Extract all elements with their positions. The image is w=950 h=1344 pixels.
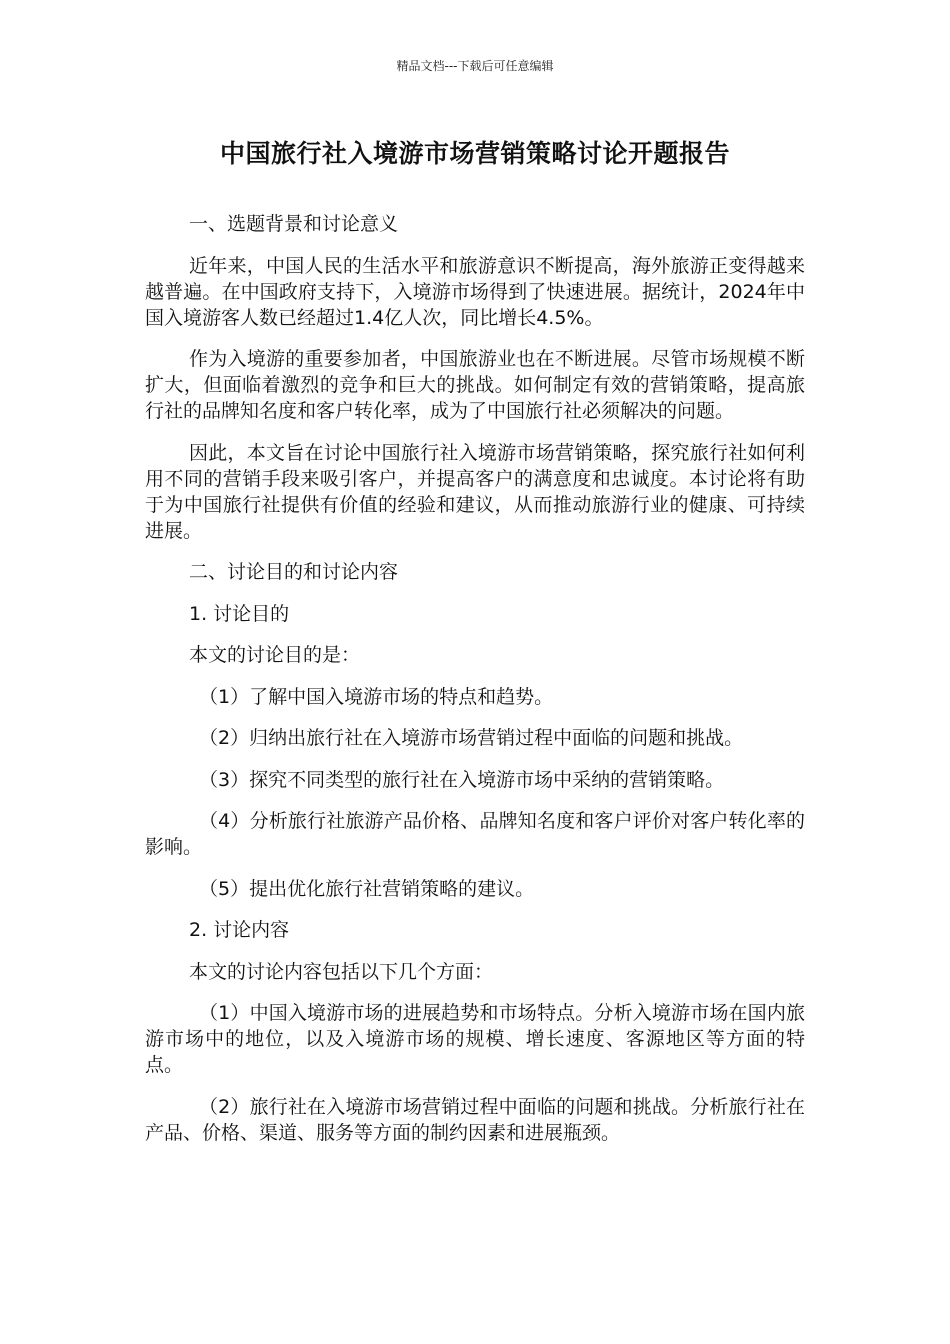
objectives-intro: 本文的讨论目的是： [189,644,361,666]
content-item-1: （1）中国入境游市场的进展趋势和市场特点。分析入境游市场在国内旅游市场中的地位，以及入境游市场的规模、增长速度、客源地区等方面的特点。 [145,1002,805,1076]
paragraph-background-1: 近年来，中国人民的生活水平和旅游意识不断提高，海外旅游正变得越来越普遍。在中国政府支持下，入境游市场得到了快速进展。据统计，2024年中国入境游客人数已经超过1.4亿人次，同比增长4.5%。 [145,254,805,329]
page-header: 精品文档---下载后可任意编辑 [396,59,554,73]
subheading-objectives: 1. 讨论目的 [189,602,290,625]
objective-item-5: （5）提出优化旅行社营销策略的建议。 [199,877,535,900]
objective-item-1: （1）了解中国入境游市场的特点和趋势。 [199,685,554,708]
section-heading-objectives: 二、讨论目的和讨论内容 [189,561,399,583]
subheading-content: 2. 讨论内容 [189,919,290,941]
objective-item-4: （4）分析旅行社旅游产品价格、品牌知名度和客户评价对客户转化率的影响。 [145,810,805,858]
objective-item-3: （3）探究不同类型的旅行社在入境游市场中采纳的营销策略。 [199,768,725,791]
content-intro: 本文的讨论内容包括以下几个方面： [189,960,494,983]
content-item-2: （2）旅行社在入境游市场营销过程中面临的问题和挑战。分析旅行社在产品、价格、渠道、服务等方面的制约因素和进展瓶颈。 [145,1095,805,1144]
paragraph-background-3: 因此，本文旨在讨论中国旅行社入境游市场营销策略，探究旅行社如何利用不同的营销手段来吸引客户，并提高客户的满意度和忠诚度。本讨论将有助于为中国旅行社提供有价值的经验和建议，从而推动旅游行业的健康、可持续进展。 [145,441,805,542]
document-body [145,211,805,1161]
section-heading-background: 一、选题背景和讨论意义 [189,213,399,235]
objective-item-2: （2）归纳出旅行社在入境游市场营销过程中面临的问题和挑战。 [199,727,744,749]
paragraph-background-2: 作为入境游的重要参加者，中国旅游业也在不断进展。尽管市场规模不断扩大，但面临着激烈的竞争和巨大的挑战。如何制定有效的营销策略，提高旅行社的品牌知名度和客户转化率，成为了中国旅行社必须解决的问题。 [145,348,805,422]
document-title: 中国旅行社入境游市场营销策略讨论开题报告 [219,139,730,168]
